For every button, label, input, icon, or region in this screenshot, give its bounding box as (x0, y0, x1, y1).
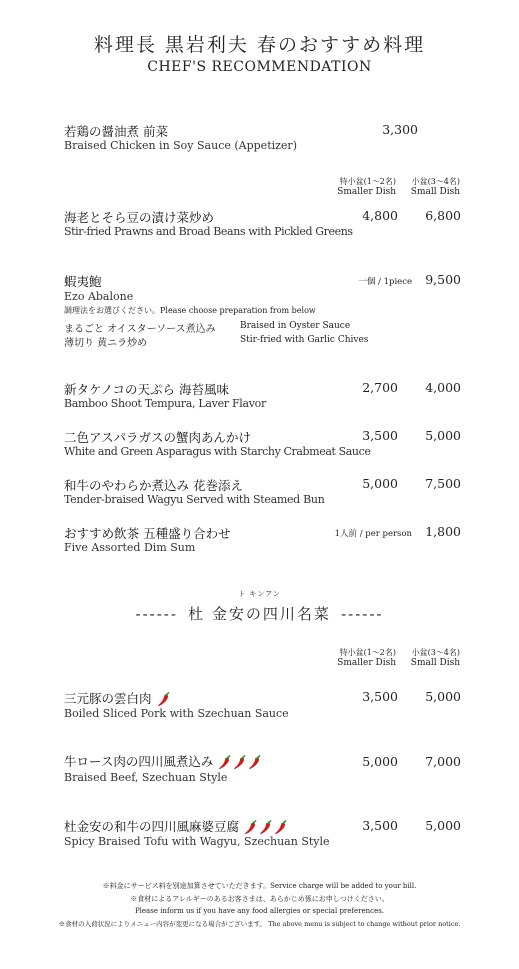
dimsum-name-jp: おすすめ飲茶 五種盛り合わせ (64, 526, 231, 541)
menu-item-name-en: Stir-fried Prawns and Broad Beans with Pickled Greens (64, 225, 353, 238)
dimsum-unit: 1人前 / per person (334, 529, 412, 539)
abalone-option-2-en: Stir-fried with Garlic Chives (240, 335, 369, 345)
szechuan-item-price-small: 7,000 (425, 754, 461, 769)
footnote-allergy-jp: ※食材によるアレルギーのあるお客さまは、あらかじめ係にお申しつけください。 (130, 895, 389, 903)
abalone-price: 9,500 (425, 272, 461, 287)
abalone-choose-note: 調理法をお選びください。Please choose preparation from below (64, 306, 316, 315)
menu-title-jp: 料理長 黒岩利夫 春のおすすめ料理 (93, 34, 426, 56)
szechuan-item-name-en: Boiled Sliced Pork with Szechuan Sauce (64, 707, 289, 720)
footnote-menu-change: ※食材の入荷状況によりメニュー内容が変更になる場合がございます。 The above menu is subject to change without prior notice. (58, 920, 461, 928)
menu-item-price-smaller: 2,700 (362, 380, 398, 395)
menu-item-price-small: 7,500 (425, 476, 461, 491)
menu-item-name-en: Tender-braised Wagyu Served with Steamed Bun (64, 493, 325, 506)
chili-pepper-rating (243, 819, 288, 834)
menu-item-name-en: White and Green Asparagus with Starchy Crabmeat Sauce (64, 445, 371, 458)
menu-title-en: CHEF'S RECOMMENDATION (147, 59, 372, 75)
szechuan-item-name-jp: 三元豚の雲白肉 (64, 689, 171, 707)
chili-pepper-icon (232, 754, 247, 769)
section-title (0, 603, 519, 624)
menu-item-name-jp: 海老とそら豆の漬け菜炒め (64, 210, 215, 225)
dimsum-name-en: Five Assorted Dim Sum (64, 541, 196, 554)
abalone-name-en: Ezo Abalone (64, 290, 134, 303)
section-title-furigana: ト キンアン (238, 590, 281, 598)
dimsum-price: 1,800 (425, 524, 461, 539)
abalone-name-jp: 蝦夷鮑 (64, 274, 102, 289)
szechuan-item-price-smaller: 3,500 (362, 689, 398, 704)
abalone-option-1-en: Braised in Oyster Sauce (240, 321, 351, 331)
chili-pepper-icon (258, 819, 273, 834)
appetizer-price: 3,300 (382, 122, 418, 137)
menu-item-price-small: 5,000 (425, 428, 461, 443)
appetizer-name-jp: 若鶏の醤油煮 前菜 (64, 124, 168, 139)
szechuan-item-price-smaller: 5,000 (362, 754, 398, 769)
menu-item-name-en: Bamboo Shoot Tempura, Laver Flavor (64, 397, 266, 410)
chili-pepper-icon (156, 691, 171, 706)
footnote-service-charge: ※料金にサービス料を別途加算させていただきます。Service charge will be added to your bill. (102, 882, 417, 890)
szechuan-item-name-jp: 牛ロース肉の四川風煮込み (64, 752, 262, 770)
szechuan-item-price-small: 5,000 (425, 689, 461, 704)
chili-pepper-icon (247, 754, 262, 769)
column-header-small-dish: 小盆(3～4名) Small Dish (410, 177, 460, 197)
section-dashes-right: ------ (341, 605, 384, 623)
section-dashes-left: ------ (135, 605, 178, 623)
chili-pepper-rating (217, 754, 262, 769)
chili-pepper-icon (273, 819, 288, 834)
footnote-allergy-en: Please inform us if you have any food allergies or special preferences. (134, 907, 385, 915)
szechuan-item-name-jp: 杜金安の和牛の四川風麻婆豆腐 (64, 817, 288, 835)
section-title-text: 杜 金安の四川名菜 (188, 605, 331, 623)
column-header-smaller-dish: 特小盆(1～2名) Smaller Dish (337, 177, 396, 197)
szechuan-item-name-en: Braised Beef, Szechuan Style (64, 771, 228, 784)
menu-item-price-smaller: 5,000 (362, 476, 398, 491)
chili-pepper-icon (243, 819, 258, 834)
menu-item-name-jp: 二色アスパラガスの蟹肉あんかけ (64, 430, 252, 445)
abalone-option-1-jp: まるごと オイスターソース煮込み (64, 324, 216, 335)
szechuan-item-name-en: Spicy Braised Tofu with Wagyu, Szechuan Style (64, 835, 330, 848)
menu-item-price-smaller: 4,800 (362, 208, 398, 223)
chili-pepper-rating (156, 691, 171, 706)
menu-item-price-smaller: 3,500 (362, 428, 398, 443)
column-header-smaller-dish: 特小盆(1～2名) Smaller Dish (337, 648, 396, 668)
menu-item-price-small: 6,800 (425, 208, 461, 223)
menu-item-name-jp: 和牛のやわらか煮込み 花巻添え (64, 478, 243, 493)
chili-pepper-icon (217, 754, 232, 769)
abalone-option-2-jp: 薄切り 黄ニラ炒め (64, 338, 148, 349)
appetizer-name-en: Braised Chicken in Soy Sauce (Appetizer) (64, 139, 297, 152)
szechuan-item-price-smaller: 3,500 (362, 818, 398, 833)
menu-item-price-small: 4,000 (425, 380, 461, 395)
column-header-small-dish: 小盆(3～4名) Small Dish (410, 648, 460, 668)
szechuan-item-price-small: 5,000 (425, 818, 461, 833)
abalone-unit: 一個 / 1piece (358, 277, 412, 287)
menu-item-name-jp: 新タケノコの天ぷら 海苔風味 (64, 382, 229, 397)
